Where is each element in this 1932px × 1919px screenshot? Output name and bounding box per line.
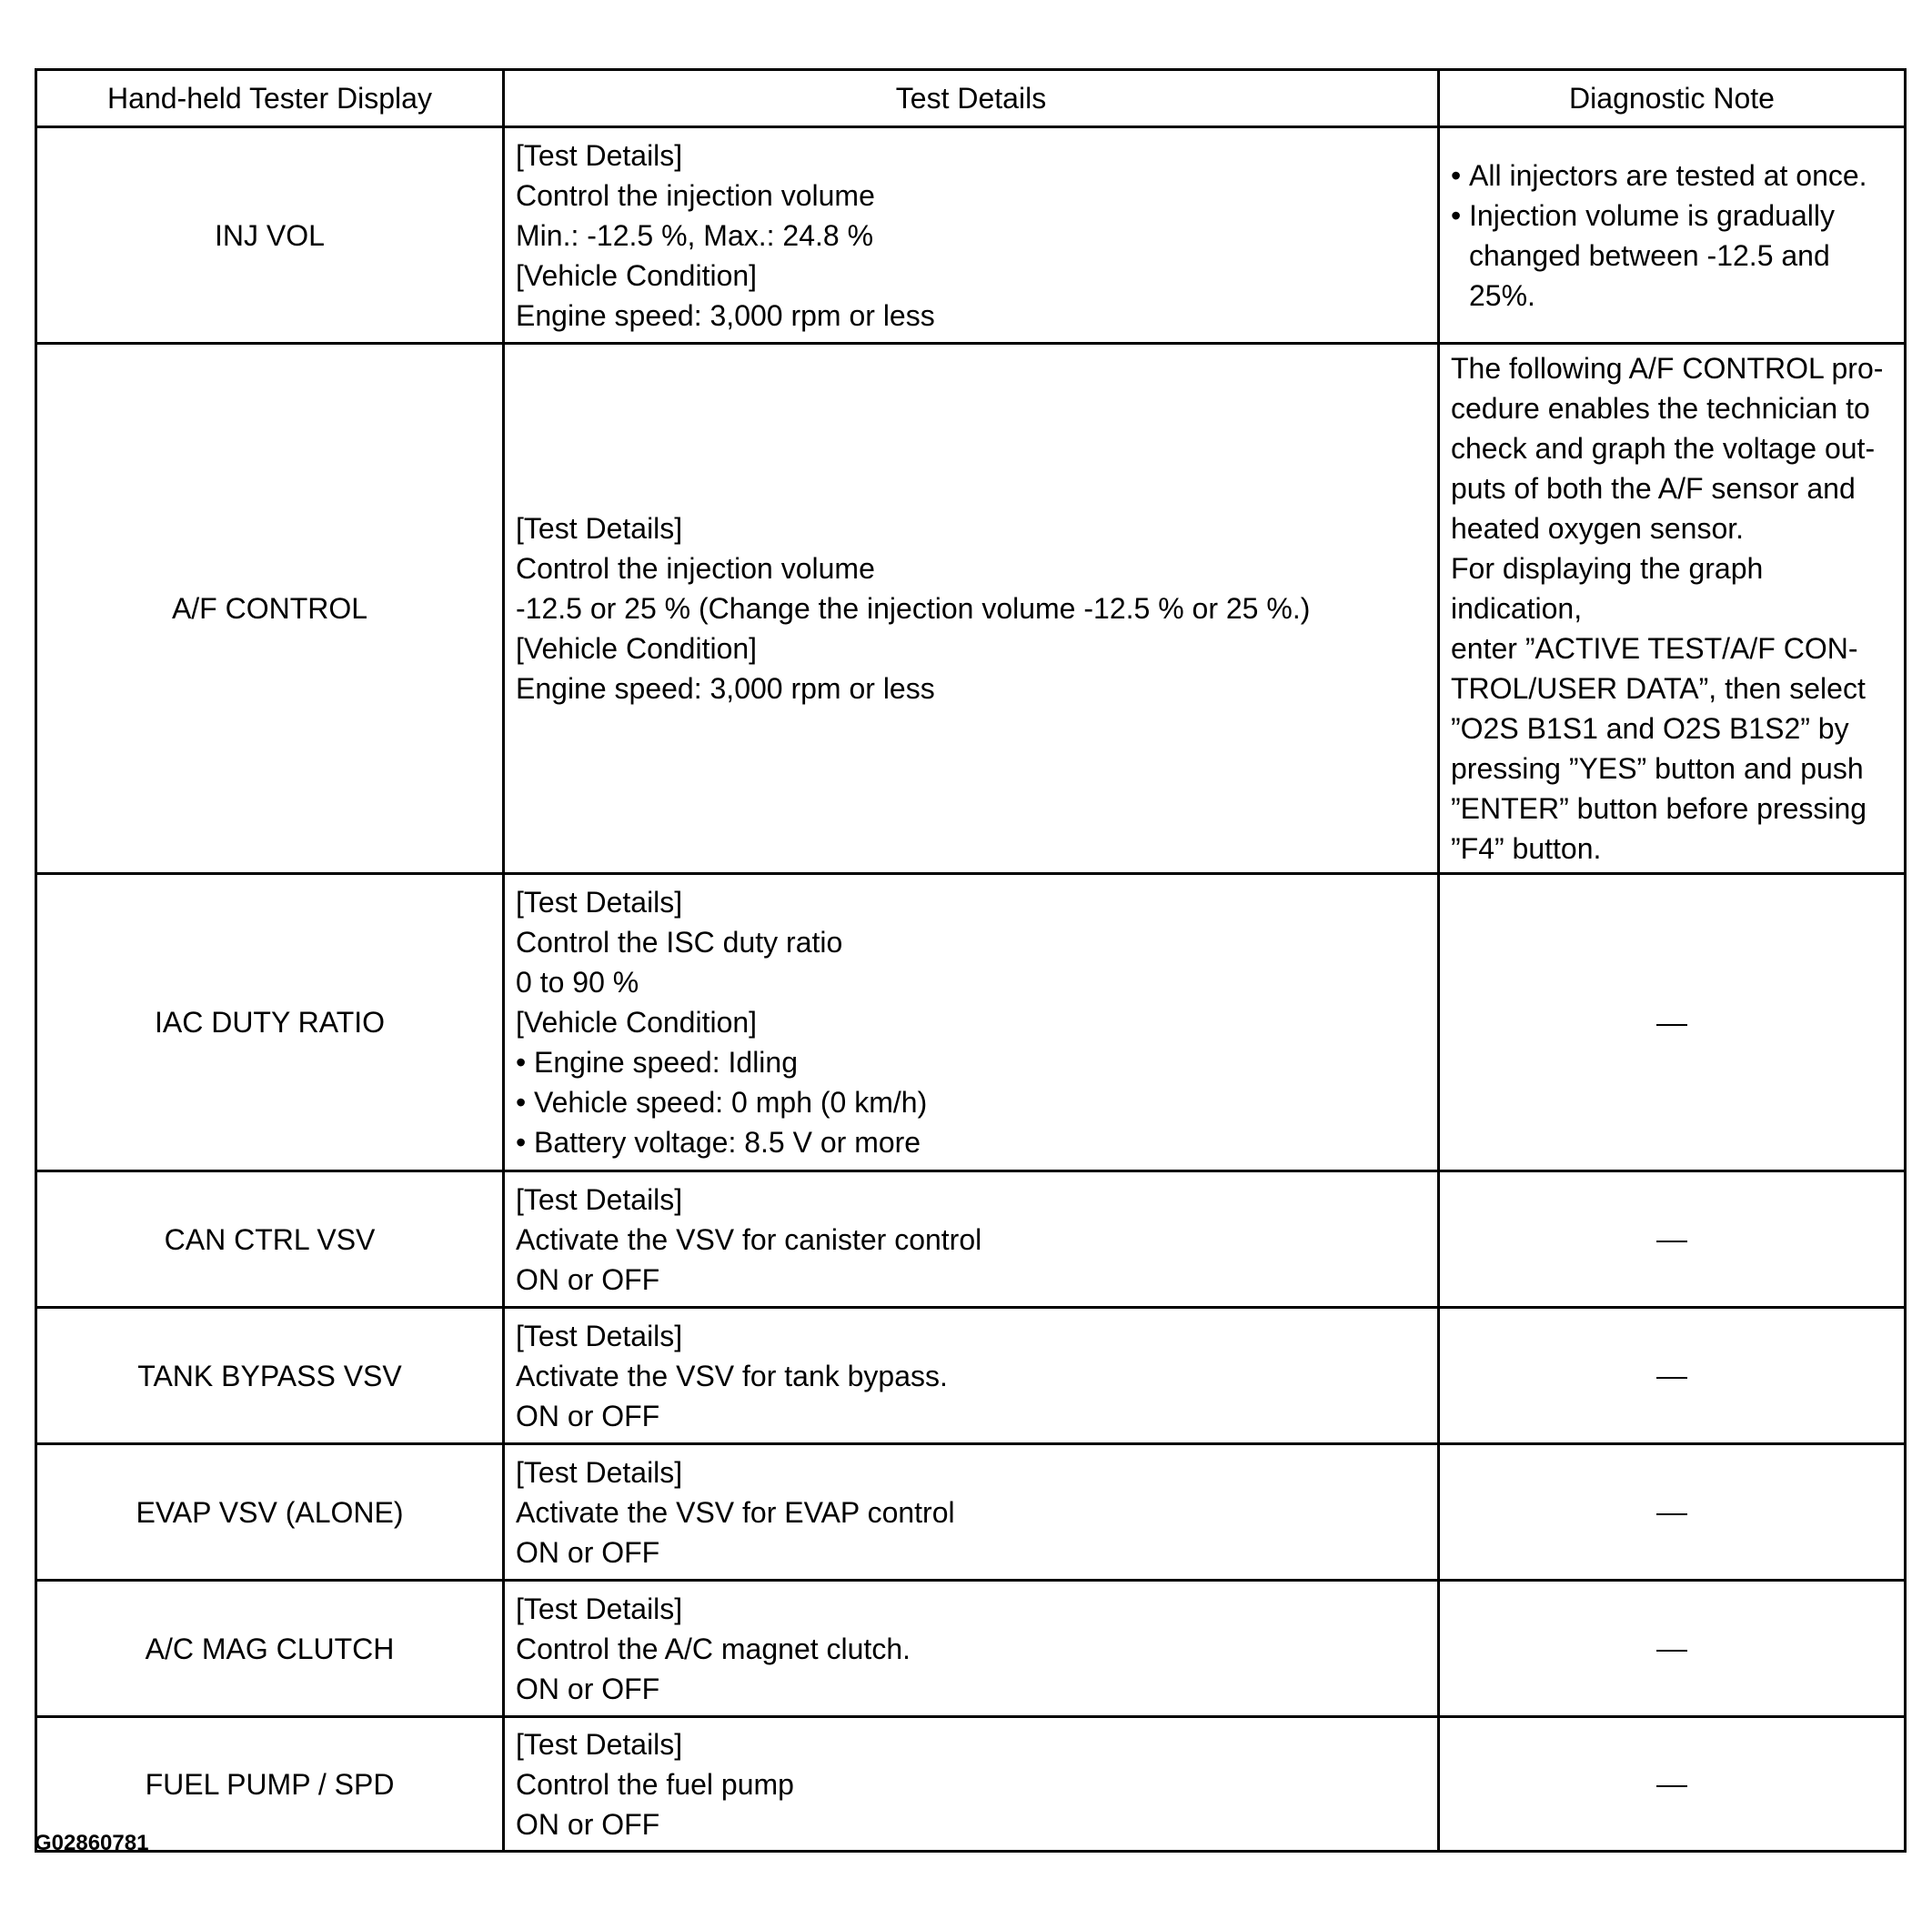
details-bullet-text: Battery voltage: 8.5 V or more — [534, 1126, 921, 1159]
details-line: ON or OFF — [516, 1807, 660, 1841]
details-line: Activate the VSV for tank bypass. — [516, 1359, 948, 1392]
diagnostic-note-cell — [1439, 127, 1906, 344]
header-row — [36, 70, 1906, 127]
note-line: For displaying the graph indication, — [1451, 552, 1764, 625]
dash-icon — [1451, 1220, 1893, 1260]
details-line: [Test Details] — [516, 512, 683, 545]
details-line: Control the ISC duty ratio — [516, 926, 843, 959]
diagnostic-note-cell — [1439, 874, 1906, 1171]
table-row — [36, 1717, 1906, 1852]
active-test-table — [35, 68, 1907, 1853]
dash-icon — [1451, 1629, 1893, 1669]
details-line: [Test Details] — [516, 1592, 683, 1625]
tester-display-cell: INJ VOL — [36, 127, 504, 344]
details-line: 0 to 90 % — [516, 966, 639, 999]
note-line: pressing ”YES” button and push — [1451, 752, 1864, 785]
table-row — [36, 1308, 1906, 1444]
diagnostic-note-cell — [1439, 1171, 1906, 1308]
table-row — [36, 1444, 1906, 1581]
note-line: heated oxygen sensor. — [1451, 512, 1745, 545]
table-row — [36, 1171, 1906, 1308]
tester-display-cell: CAN CTRL VSV — [36, 1171, 504, 1308]
tester-display-cell: TANK BYPASS VSV — [36, 1308, 504, 1444]
details-line: Control the fuel pump — [516, 1767, 794, 1801]
bullet-icon: • — [516, 1126, 527, 1159]
test-details-cell — [504, 1171, 1439, 1308]
details-line: Engine speed: 3,000 rpm or less — [516, 298, 935, 332]
details-line: ON or OFF — [516, 1535, 660, 1569]
note-line: ”F4” button. — [1451, 832, 1602, 865]
note-line: puts of both the A/F sensor and — [1451, 472, 1856, 505]
details-line: Engine speed: 3,000 rpm or less — [516, 672, 935, 705]
details-line: Control the injection volume — [516, 552, 875, 585]
note-bullet-text: All injectors are tested at once. — [1469, 158, 1867, 192]
test-details-cell — [504, 1308, 1439, 1444]
header-test-details: Test Details — [504, 70, 1439, 127]
test-details-cell — [504, 1444, 1439, 1581]
dash-icon — [1451, 1356, 1893, 1396]
table-row — [36, 874, 1906, 1171]
test-details-cell — [504, 1717, 1439, 1852]
bullet-icon: • — [1451, 158, 1462, 192]
details-line: [Test Details] — [516, 1455, 683, 1489]
note-bullet-item — [1451, 156, 1893, 196]
details-line: ON or OFF — [516, 1262, 660, 1296]
test-details-cell — [504, 127, 1439, 344]
details-line: Control the A/C magnet clutch. — [516, 1632, 911, 1665]
details-line: Activate the VSV for canister control — [516, 1222, 982, 1256]
details-line: [Test Details] — [516, 138, 683, 172]
details-line: [Test Details] — [516, 1727, 683, 1761]
figure-code: G02860781 — [35, 1831, 149, 1855]
test-details-cell — [504, 344, 1439, 874]
dash-icon — [1451, 1764, 1893, 1804]
header-diagnostic-note: Diagnostic Note — [1439, 70, 1906, 127]
details-line: Activate the VSV for EVAP control — [516, 1495, 955, 1529]
header-tester-display: Hand-held Tester Display — [36, 70, 504, 127]
dash-icon — [1451, 1492, 1893, 1532]
note-line: enter ”ACTIVE TEST/A/F CON- — [1451, 632, 1858, 665]
note-line: cedure enables the technician to — [1451, 392, 1870, 425]
details-line: ON or OFF — [516, 1399, 660, 1432]
details-bullet-text: Engine speed: Idling — [534, 1046, 798, 1079]
tester-display-cell: A/F CONTROL — [36, 344, 504, 874]
details-line: Control the injection volume — [516, 178, 875, 212]
diagnostic-note-cell — [1439, 344, 1906, 874]
note-bullet-text: Injection volume is gradually changed between -12.5 and 25%. — [1469, 198, 1835, 312]
diagnostic-note-cell — [1439, 1444, 1906, 1581]
details-line: [Test Details] — [516, 1319, 683, 1352]
note-line: check and graph the voltage out- — [1451, 432, 1876, 465]
note-line: ”ENTER” button before pressing — [1451, 792, 1867, 825]
table-row — [36, 1581, 1906, 1717]
note-line: TROL/USER DATA”, then select — [1451, 672, 1866, 705]
tester-display-cell: A/C MAG CLUTCH — [36, 1581, 504, 1717]
tester-display-cell: EVAP VSV (ALONE) — [36, 1444, 504, 1581]
details-line: [Test Details] — [516, 886, 683, 919]
diagnostic-note-cell — [1439, 1581, 1906, 1717]
diagnostic-note-cell — [1439, 1717, 1906, 1852]
note-line: The following A/F CONTROL pro- — [1451, 352, 1884, 385]
details-line: [Vehicle Condition] — [516, 1006, 758, 1039]
note-bullet-item — [1451, 196, 1893, 316]
test-details-cell — [504, 1581, 1439, 1717]
bullet-icon: • — [1451, 198, 1462, 232]
details-bullet-item — [516, 1042, 1426, 1082]
table-row — [36, 127, 1906, 344]
diagnostic-note-cell — [1439, 1308, 1906, 1444]
table-row — [36, 344, 1906, 874]
bullet-icon: • — [516, 1046, 527, 1079]
details-bullet-text: Vehicle speed: 0 mph (0 km/h) — [534, 1086, 928, 1119]
details-line: -12.5 or 25 % (Change the injection volume -12.5 % or 25 %.) — [516, 592, 1311, 625]
tester-display-cell: IAC DUTY RATIO — [36, 874, 504, 1171]
details-line: Min.: -12.5 %, Max.: 24.8 % — [516, 218, 874, 252]
details-bullet-item — [516, 1122, 1426, 1162]
details-line: [Vehicle Condition] — [516, 632, 758, 665]
details-line: ON or OFF — [516, 1672, 660, 1705]
details-line: [Test Details] — [516, 1182, 683, 1216]
tester-display-cell: FUEL PUMP / SPD — [36, 1717, 504, 1852]
details-line: [Vehicle Condition] — [516, 258, 758, 292]
bullet-icon: • — [516, 1086, 527, 1119]
dash-icon — [1451, 1002, 1893, 1042]
note-line: ”O2S B1S1 and O2S B1S2” by — [1451, 712, 1849, 745]
test-details-cell — [504, 874, 1439, 1171]
details-bullet-item — [516, 1082, 1426, 1122]
